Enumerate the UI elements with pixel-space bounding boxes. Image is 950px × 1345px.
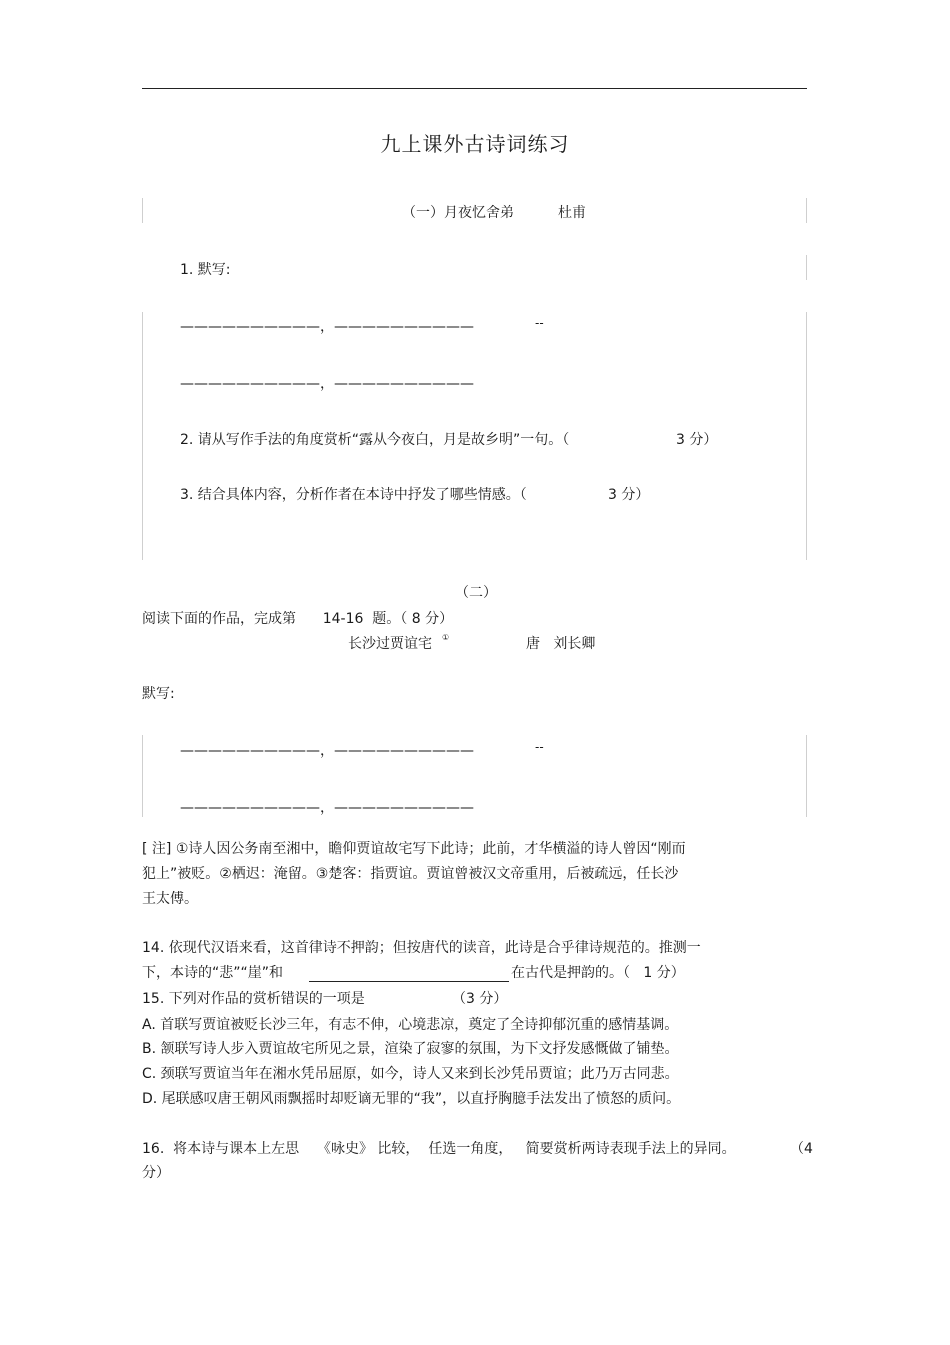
question-14-line-1: 14. 依现代汉语来看，这首律诗不押韵；但按唐代的读音，此诗是合乎律诗规范的。推测一 xyxy=(142,940,701,956)
part1-author: 杜甫 xyxy=(558,205,586,221)
right-guide-1 xyxy=(806,198,807,223)
question-2-score: 3 分） xyxy=(676,432,718,448)
question-14-prefix: 下，本诗的“悲”“崖”和 xyxy=(142,965,284,981)
page-title: 九上课外古诗词练习 xyxy=(380,132,570,156)
dictation-blank-tail-2: -- xyxy=(535,740,544,754)
dictation-blank-tail-1: -- xyxy=(535,316,544,330)
question-14-line-2 xyxy=(142,962,685,982)
dictation-blank-1b[interactable]: ——————————，—————————— xyxy=(180,376,474,392)
note-line-1: [ 注] ①诗人因公务南至湘中，瞻仰贾谊故宅写下此诗；此前，才华横溢的诗人曾因“刚而 xyxy=(142,841,686,857)
option-b: B. 颔联写诗人步入贾谊故宅所见之景，渲染了寂寥的氛围，为下文抒发感慨做了铺垫。 xyxy=(142,1041,679,1057)
left-guide-3 xyxy=(142,312,143,560)
right-guide-3 xyxy=(806,312,807,560)
poem-title-footnote-mark: ① xyxy=(442,633,450,642)
left-guide-1 xyxy=(142,198,143,223)
note-line-3: 王太傅。 xyxy=(142,891,198,907)
poem-author: 唐 刘长卿 xyxy=(526,636,596,652)
question-16-score: （4 xyxy=(790,1141,813,1157)
question-16-line-2: 分） xyxy=(142,1165,170,1181)
question-3-score: 3 分） xyxy=(608,487,650,503)
question-3: 3. 结合具体内容，分析作者在本诗中抒发了哪些情感。（ xyxy=(180,487,527,503)
part1-heading: （一）月夜忆舍弟 xyxy=(402,205,514,221)
question-15-score: （3 分） xyxy=(452,991,508,1007)
right-guide-2 xyxy=(806,255,807,280)
note-line-2: 犯上”被贬。②栖迟：淹留。③楚客：指贾谊。贾谊曾被汉文帝重用，后被疏远，任长沙 xyxy=(142,866,679,882)
top-rule xyxy=(142,88,807,89)
left-guide-4 xyxy=(142,735,143,817)
option-d: D. 尾联感叹唐王朝风雨飘摇时却贬谪无罪的“我”，以直抒胸臆手法发出了愤怒的质问。 xyxy=(142,1091,681,1107)
dictation-blank-2a[interactable]: ——————————，—————————— xyxy=(180,743,474,759)
poem-title-text: 长沙过贾谊宅 xyxy=(348,636,432,652)
question-16-line-1: 16. 将本诗与课本上左思 《咏史》 比较， 任选一角度， 简要赏析两诗表现手法上的异同。 xyxy=(142,1141,736,1157)
right-guide-4 xyxy=(806,735,807,817)
option-a: A. 首联写贾谊被贬长沙三年，有志不伸，心境悲凉，奠定了全诗抑郁沉重的感情基调。 xyxy=(142,1017,679,1033)
part2-heading: （二） xyxy=(455,585,497,601)
question-1: 1. 默写: xyxy=(180,262,231,278)
answer-blank-14[interactable] xyxy=(309,967,509,982)
dictation-blank-1a[interactable]: ——————————，—————————— xyxy=(180,319,474,335)
option-c: C. 颈联写贾谊当年在湘水凭吊屈原，如今，诗人又来到长沙凭吊贾谊；此乃万古同悲。 xyxy=(142,1066,679,1082)
poem-title xyxy=(348,633,449,653)
part2-instruction: 阅读下面的作品，完成第 14-16 题。（ 8 分） xyxy=(142,611,454,627)
dictation-label: 默写: xyxy=(142,686,175,702)
question-2: 2. 请从写作手法的角度赏析“露从今夜白，月是故乡明”一句。（ xyxy=(180,432,570,448)
question-15: 15. 下列对作品的赏析错误的一项是 xyxy=(142,991,365,1007)
question-14-suffix: 在古代是押韵的。（ 1 分） xyxy=(511,965,685,981)
dictation-blank-2b[interactable]: ——————————，—————————— xyxy=(180,800,474,816)
